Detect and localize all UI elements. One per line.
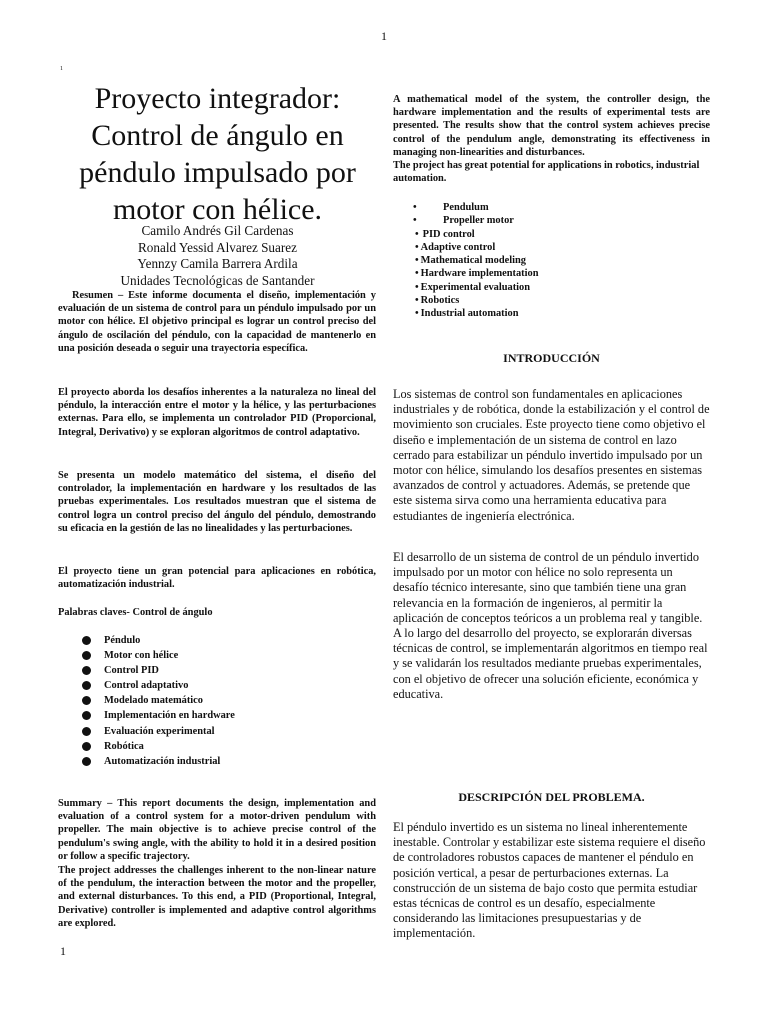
bullet-icon: •	[415, 295, 419, 307]
bullet-icon	[82, 742, 91, 751]
bullet-icon	[82, 681, 91, 690]
title-line: Proyecto integrador:	[94, 82, 341, 115]
bullet-icon: •	[415, 228, 419, 240]
bullet-icon: •	[413, 215, 417, 227]
bullet-icon	[82, 666, 91, 675]
bullet-icon	[82, 636, 91, 645]
list-item: Automatización industrial	[58, 754, 376, 769]
page-number-bottom: 1	[60, 944, 66, 958]
list-item: • Propeller motor	[413, 215, 514, 227]
list-item: • Mathematical modeling	[415, 255, 526, 267]
section-heading-problema: DESCRIPCIÓN DEL PROBLEMA.	[458, 790, 645, 804]
list-item: Robótica	[58, 739, 376, 754]
bullet-icon	[82, 727, 91, 736]
list-item: Control adaptativo	[58, 678, 376, 693]
section-heading-introduccion: INTRODUCCIÓN	[503, 351, 600, 365]
title-line: péndulo impulsado por	[79, 156, 356, 189]
body-paragraph: Los sistemas de control son fundamentales en aplicaciones industriales y de robótica, donde la estabilización y el control de movimiento son cruciales. Este proyecto tiene como objetivo el diseño e implementación de un sistema de control en lazo cerrado para estabilizar un péndulo invertido impulsado por un motor con hélice, simulando los desafíos presentes en sistemas avanzados de control y actuadores. Además, se pretende que este sistema sirva como una herramienta educativa para estudiantes de ingeniería electrónica.	[393, 387, 710, 523]
list-item: • Pendulum	[413, 202, 489, 213]
list-item: Evaluación experimental	[58, 724, 376, 739]
list-item: • Adaptive control	[415, 241, 496, 253]
title-line: motor con hélice.	[112, 193, 323, 226]
body-paragraph: El péndulo invertido es un sistema no lineal inherentemente inestable. Controlar y estabilizar este sistema requiere el diseño de controladores robustos capaces de mantener el péndulo en posición vertical, a pesar de perturbaciones externas. La construcción de un sistema de bajo costo que permita estudiar estas técnicas de control es un desafío, especialmente considerando las limitaciones presupuestarias y de implementación.	[393, 820, 706, 941]
resumen-paragraph: Resumen – Este informe documenta el diseño, implementación y evaluación de un sistema de control para un péndulo impulsado por un motor con hélice. El objetivo principal es lograr un control preciso del ángulo de oscilación del péndulo, con la capacidad de mantenerlo en una posición deseada o seguir una trayectoria específica.	[58, 290, 376, 354]
abstract-paragraph: The project has great potential for applications in robotics, industrial automation.	[393, 160, 700, 185]
bullet-icon: •	[413, 202, 417, 213]
bullet-icon: •	[415, 255, 419, 267]
list-item: • PID control	[415, 228, 475, 240]
list-item: Implementación en hardware	[58, 708, 376, 723]
keywords-heading: Palabras claves- Control de ángulo	[58, 607, 213, 618]
bullet-icon	[82, 711, 91, 720]
bullet-icon	[82, 757, 91, 766]
bullet-icon: •	[415, 268, 419, 280]
list-item: Modelado matemático	[58, 693, 376, 708]
resumen-paragraph: El proyecto aborda los desafíos inherentes a la naturaleza no lineal del péndulo, la interacción entre el motor y la hélice, y las perturbaciones externas. Para ello, se implementa un controlador PID (Proporcional, Integral, Derivativo) y se exploran algoritmos de control adaptativo.	[58, 387, 376, 438]
summary-paragraph: The project addresses the challenges inherent to the non-linear nature of the pendulum, the interaction between the motor and the propeller, and external disturbances. To this end, a PID (Proportional, Integral, Derivative) controller is implemented and adaptive control algorithms are explored.	[58, 865, 376, 929]
list-item: • Robotics	[415, 295, 460, 307]
author-name: Camilo Andrés Gil Cardenas	[141, 223, 294, 238]
document-title	[60, 80, 375, 228]
abstract-paragraph: A mathematical model of the system, the controller design, the hardware implementation and the results of experimental tests are presented. The results show that the control system achieves precise control of the pendulum angle, demonstrating its effectiveness in managing non-linearities and disturbances.	[393, 94, 710, 158]
bullet-icon	[82, 696, 91, 705]
list-item: • Hardware implementation	[415, 268, 539, 280]
resumen-paragraph: El proyecto tiene un gran potencial para aplicaciones en robótica, automatización industrial.	[58, 566, 376, 591]
page-number-top: 1	[381, 29, 387, 43]
title-line: Control de ángulo en	[91, 119, 344, 152]
list-item: • Industrial automation	[415, 308, 519, 320]
list-item: Control PID	[58, 663, 376, 678]
body-paragraph: El desarrollo de un sistema de control de un péndulo invertido impulsado por un motor con hélice no solo representa un desafío técnico interesante, sino que también tiene una gran relevancia en la formación de ingenieros, al permitir la aplicación de conceptos teóricos a un problema real y tangible. A lo largo del desarrollo del proyecto, se explorarán diversas técnicas de control, se implementarán algoritmos en tiempo real y se validarán los resultados mediante pruebas experimentales, con el objetivo de ofrecer una solución eficiente, económica y educativa.	[393, 550, 708, 701]
bullet-icon: •	[415, 281, 419, 293]
keyword-list-es	[58, 633, 376, 769]
author-list	[60, 223, 375, 289]
summary-paragraph: Summary – This report documents the design, implementation and evaluation of a control system for a motor-driven pendulum with propeller. The main objective is to achieve precise control of the pendulum's swing angle, with the ability to hold it in a desired position or follow a specific trajectory.	[58, 798, 376, 862]
list-item: • Experimental evaluation	[415, 281, 531, 293]
list-item: Péndulo	[58, 633, 376, 648]
footnote-marker: 1	[60, 66, 63, 72]
author-name: Ronald Yessid Alvarez Suarez	[138, 239, 297, 255]
bullet-icon: •	[415, 241, 419, 253]
bullet-icon: •	[415, 308, 419, 320]
resumen-paragraph: Se presenta un modelo matemático del sistema, el diseño del controlador, la implementación en hardware y los resultados de las pruebas experimentales. Los resultados muestran que el sistema de control logra un control preciso del ángulo del péndulo, demostrando su eficacia en la gestión de las no linealidades y las perturbaciones.	[58, 470, 376, 534]
author-name: Yennzy Camila Barrera Ardila	[137, 256, 298, 271]
bullet-icon	[82, 651, 91, 660]
keyword-list-en	[393, 201, 710, 321]
list-item: Motor con hélice	[58, 648, 376, 663]
author-affiliation: Unidades Tecnológicas de Santander	[120, 272, 315, 288]
